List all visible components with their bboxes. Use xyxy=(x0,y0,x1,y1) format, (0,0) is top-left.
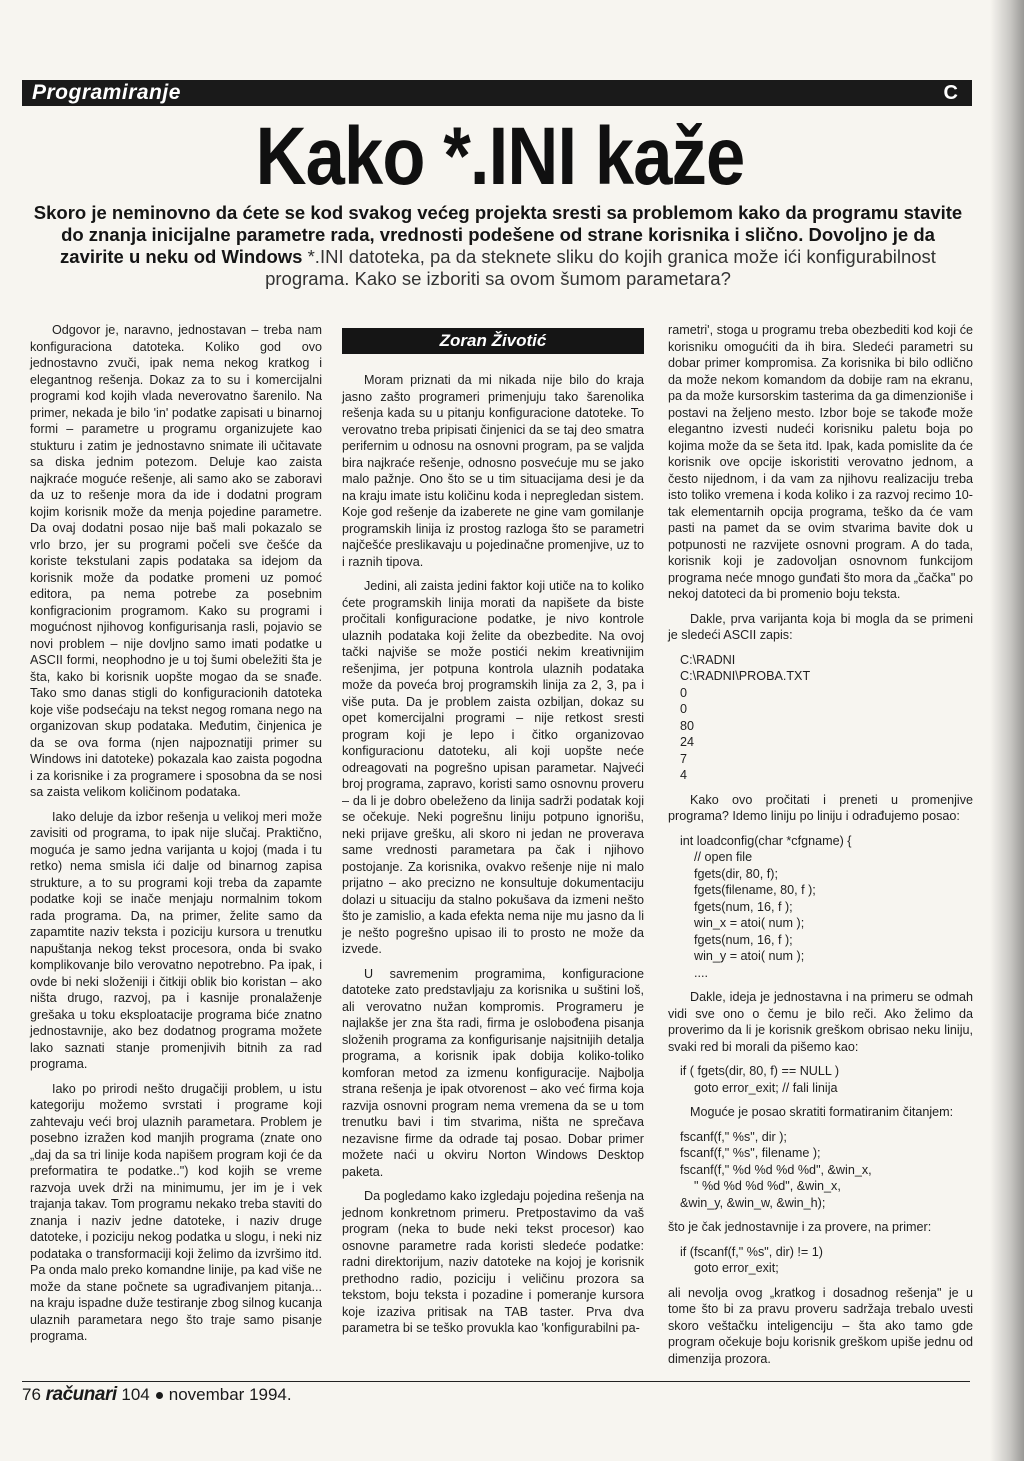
lead-bold: Skoro je neminovno da ćete se kod svakog većeg projekta sresti sa problemom kako da programu stavite do znanja inicijalne parametre rada, vrednosti podešene od strane korisnika i slično. Dovoljno je da zavirite u neku od Windows xyxy=(33,202,963,267)
paragraph: Kako ovo pročitati i preneti u promenjive programa? Idemo liniju po liniju i odrađujemo posao: xyxy=(668,792,973,823)
listing-line: 80 xyxy=(680,718,695,733)
code-listing-4 xyxy=(668,1244,973,1277)
code-listing-1 xyxy=(668,833,973,982)
code-line: goto error_exit; // fali linija xyxy=(680,1080,838,1095)
page-edge-shadow xyxy=(990,0,1024,1461)
issue-date: novembar 1994. xyxy=(168,1385,292,1404)
paragraph: Dakle, ideja je jednostavna i na primeru se odmah vidi sve ono o čemu je bilo reči. Ako želimo da proverimo da li je korisnik greškom obrisao neku liniju, svaki red bi morali da pišemo kao: xyxy=(668,990,973,1054)
paragraph: Da pogledamo kako izgledaju pojedina rešenja na jednom konkretnom primeru. Pretpostavimo da vaš program (neka to bude neki tekst procesor) kao osnovne parametre rada koristi sledeće podatke: radni direktorijum, naziv datoteke na kojoj je korisnik prethodno radio, poziciju i veličinu prozora sa tekstom, boju teksta i pozadine i pomeranje kursora koje izaziva pritisak na TAB taster. Prva dva parametra bi se teško provukla kao 'konfigurabilni pa- xyxy=(342,1189,644,1335)
issue-number: 104 xyxy=(121,1385,150,1404)
page-footer xyxy=(22,1384,292,1406)
code-line: fgets(num, 16, f ); xyxy=(680,899,793,914)
section-mark: C xyxy=(943,82,958,104)
code-line: // open file xyxy=(680,850,753,864)
code-line: win_y = atoi( num ); xyxy=(680,949,805,963)
column-2 xyxy=(342,328,644,1345)
code-line: fscanf(f," %s", dir ); xyxy=(680,1129,787,1144)
lead-normal: *.INI datoteka, pa da steknete sliku do kojih granica može ići konfigurabilnost programa. Kako se izboriti sa ovom šumom parametara? xyxy=(265,246,936,289)
column-3 xyxy=(668,322,973,1375)
page-number: 76 xyxy=(22,1385,41,1404)
code-line: if (fscanf(f," %s", dir) != 1) xyxy=(680,1244,823,1259)
section-label: Programiranje xyxy=(32,81,181,104)
bullet-icon xyxy=(156,1392,163,1399)
listing-line: C:\RADNI xyxy=(680,652,736,667)
paragraph: U savremenim programima, konfiguracione datoteke zato predstavljaju za korisnika u suštini loš, ali verovatno nužan kompromis. Programeru je najlakše jer zna šta radi, firma je oslobođena pisanja složenih programa za konfigurisanje najsitnijih detalja programa, a korisnik ipak dobija koliko-toliko komforan metod za izmenu konfiguracije. Najbolja strana rešenja je ipak otvorenost – ako već firma koja razvija osnovni program nema vremena da se u tom trenutku bavi i tim stvarima, ništa ne sprečava nezavisne firme da odrade taj posao. Dobar primer možete naći u okviru Norton Windows Desktop paketa. xyxy=(342,966,644,1179)
article-lead xyxy=(28,202,968,290)
paragraph: Odgovor je, naravno, jednostavan – treba nam konfiguraciona datoteka. Koliko god ovo jednostavno zvuči, ipak nema nekog kratkog i elegantnog rešenja. Dokaz za to su i komercijalni programi kod kojih vlada neverovatno šarenilo. Na primer, nekada je bilo 'in' podatke zapisati u binarnoj formi – parametre u programu organizujete kao stukturu i zatim je jednostavno snimate ili učitavate sa diska jednim potezom. Deluje kao zaista najkraće moguće rešenje, ali samo ako se zaboravi da uz to rešenje mora da ide i dodatni program kojim korisnik može da menja pojedine parametre. Da ovaj dodatni posao nije baš mali pokazalo se vrlo brzo, jer su programi počeli sve češće da koriste tekstulani zapis podataka sa idejom da korisnik može da podatke promeni uz pomoć editora, pa nema potrebe za posebnim konfigracionim programom. Kako su programi i mogućnost njihovog konfigurisanja rasli, pojavio se novi problem – nije dovljno samo imati podatke u ASCII formi, neophodno je u toj šumi obeležiti šta je šta, kako bi korisnik uopšte mogao da se snađe. Tako smo danas stigli do konfiguracionih datoteka koje više podsećaju na tekst negog romana nego na organizovan skup podataka. Međutim, činjenica je da se ova forma (njen najpoznatiji primer su Windows ini datoteke) pokazala kao zaista pogodna i za korisnike i za programere i sposobna da se nosi sa zaista velikom količinom podataka. xyxy=(30,323,322,799)
author-byline: Zoran Životić xyxy=(342,328,644,354)
code-line: goto error_exit; xyxy=(680,1261,779,1275)
article-title: Kako *.INI kaže xyxy=(255,111,745,202)
listing-line: 0 xyxy=(680,702,688,716)
code-line: " %d %d %d %d", &win_x, xyxy=(680,1179,841,1193)
footer-rule xyxy=(22,1381,970,1382)
code-listing-2 xyxy=(668,1063,973,1096)
code-listing-3 xyxy=(668,1129,973,1212)
code-line: fgets(dir, 80, f); xyxy=(680,866,778,881)
code-line: int loadconfig(char *cfgname) { xyxy=(680,833,852,848)
listing-line: 0 xyxy=(680,685,688,700)
paragraph: Iako deluje da izbor rešenja u velikoj meri može zavisiti od programa, to ipak nije slučaj. Praktično, moguća je samo jedna varijanta u kojoj (mada i tu retko) nema smisla ići dalje od binarnog zapisa strukture, a to su programi koji treba da zapamte podatke koji se inače menjaju normalnim tokom rada programa. Da, na primer, želite samo da zapamtite naziv teksta i poziciju kursora u trenutku napuštanja nekog tekst procesora, onda bi svako komplikovanje bilo verovatno nepotrebno. Pa ipak, i ovde bi neki složeniji i čitkiji oblik bio koristan – ako ništa drugo, razvoj, pa i kasnije pronalaženje grešaka u toku eksploatacije programa biće znatno jednostavnije, ako bez dodatnog programa možete lako saznati stanje promenjivih bitnih za rad programa. xyxy=(30,809,322,1071)
code-line: fscanf(f," %d %d %d %d", &win_x, xyxy=(680,1162,872,1177)
listing-line: C:\RADNI\PROBA.TXT xyxy=(680,669,811,683)
magazine-name: računari xyxy=(45,1384,117,1405)
section-bar xyxy=(22,80,972,106)
column-1 xyxy=(30,322,322,1353)
code-line: fgets(filename, 80, f ); xyxy=(680,883,816,897)
code-line: .... xyxy=(680,965,708,980)
code-line: if ( fgets(dir, 80, f) == NULL ) xyxy=(680,1064,840,1078)
code-line: &win_y, &win_w, &win_h); xyxy=(680,1195,826,1210)
code-line: fscanf(f," %s", filename ); xyxy=(680,1146,821,1160)
paragraph: rametri', stoga u programu treba obezbediti kod koji će korisniku omogućiti da ih bira. Sledeći parametri su dobar primer kompromisa. Za korisnika bi bilo odlično da može nekom komandom da dobije ram na ekranu, pa da može kursorskim tasterima da ga dimenzioniše i postavi na željeno mesto. Izbor boje se takođe može elegantno izvesti nudeći korisniku paletu boja po kojima može da se šeta itd. Ipak, kada pomislite da će korisnik ove opcije iskoristiti verovatno jednom, a često nijednom, i da vam za njihovu realizaciju treba isto toliko vremena i koda koliko i za razvoj recimo 10-tak elementarnih opcija programa, teško da će vam pasti na pamet da se ovim stvarima bavite dok u potpunosti ne razvijete osnovni program. A do tada, korisnik koji je zadovoljan osnovnom funkcijom programa neće mnogo gunđati što mora da „čačka" po nekoj datoteci da bi promenio boju teksta. xyxy=(668,323,973,601)
paragraph: Iako po prirodi nešto drugačiji problem, u istu kategoriju možemo svrstati i programe koji zahtevaju veći broj ulaznih parametara. Problem je posebno izražen kod manjih programa (znate ono „daj da sa tri linije koda napišem program koji će da preformatira te podatke..") kod kojih se vreme razvoja uvek drži na minimumu, jer im je i vek trajanja takav. Tom programu nekako treba staviti do znanja i naziv jedne datoteke, i naziv druge datoteke, i poziciju nekog podatka u slogu, i neki niz podataka o transformaciji koji želimo da izvršimo itd. Pa onda malo preko komandne linije, pa kad više ne može da stane počnete sa ugrađivanjem pitanja... na kraju ispadne duže testiranje zbog silnog kucanja ulaznih parametara nego što traje samo pisanje programa. xyxy=(30,1081,322,1343)
code-line: win_x = atoi( num ); xyxy=(680,916,805,930)
paragraph: Moguće je posao skratiti formatiranim čitanjem: xyxy=(690,1105,954,1119)
listing-line: 24 xyxy=(680,735,695,749)
paragraph: što je čak jednostavnije i za provere, na primer: xyxy=(668,1220,932,1234)
paragraph: Dakle, prva varijanta koja bi mogla da se primeni je sledeći ASCII zapis: xyxy=(668,611,973,642)
ascii-listing xyxy=(668,652,973,784)
code-line: fgets(num, 16, f ); xyxy=(680,932,793,947)
listing-line: 7 xyxy=(680,751,688,766)
paragraph: ali nevolja ovog „kratkog i dosadnog rešenja" je u tome što bi za pravu proveru sadržaja trebalo uvesti skoro veštačku inteligenciju – šta ako tamo gde program očekuje boju korisnik greškom upiše jednu od dimenzija prozora. xyxy=(668,1285,973,1366)
paragraph: Jedini, ali zaista jedini faktor koji utiče na to koliko ćete programskih linija morati da napišete da biste pročitali konfiguracione podatke, je nivo kontrole ulaznih podataka koji želite da obezbedite. Na ovoj tački najviše se može postići nekim kreativnijim rešenjima, jer potpuna kontrola ulaznih podataka može da poveća broj programskih linija za 2, 3, pa i više puta. Da je problem zaista ozbiljan, dokaz su opet komercijalni programi – nije retkost sresti program koji je lepo i čitko organizovao konfiguracionu datoteku, ali koji uopšte neće odreagovati na pogrešno upisan parametar. Najveći broj programa, zapravo, koristi samo osnovnu proveru – da li je dobro obeleženo da linija sadrži podatak koji se očekuje. Neki pogrešnu liniju potpuno ignorišu, neki prijave grešku, ali skoro ni jedan ne proverava same vrednosti parametara pa čak i njihovo postojanje. Za korisnika, ovakvo rešenje nije ni malo prijatno – ako precizno ne konsultuje dokumentaciju dolazi u situaciju da stalno pokušava da izmeni nešto što je zamislio, a kada efekta nema nije mu jasno da li je nešto pogrešno upisao ili to prosto ne može da izvede. xyxy=(342,579,644,956)
listing-line: 4 xyxy=(680,768,688,782)
paragraph: Moram priznati da mi nikada nije bilo do kraja jasno zašto programeri primenjuju tako šarenolika rešenja kada su u pitanju konfiguracione datoteke. To verovatno treba pripisati činjenici da se taj deo smatra perifernim u odnosu na osnovni program, pa se valjda bira najkraće rešenje, odnosno posvećuje mu se jako malo pažnje. Ono što se u tim situacijama desi je da na kraju imate istu količinu koda i nepregledan sistem. Koje god rešenje da izaberete ne gine vam gomilanje programskih linija iz prostog razloga što se parametri najčešće preslikavaju u pojedinačne promenjive, uz to i raznih tipova. xyxy=(342,373,644,569)
